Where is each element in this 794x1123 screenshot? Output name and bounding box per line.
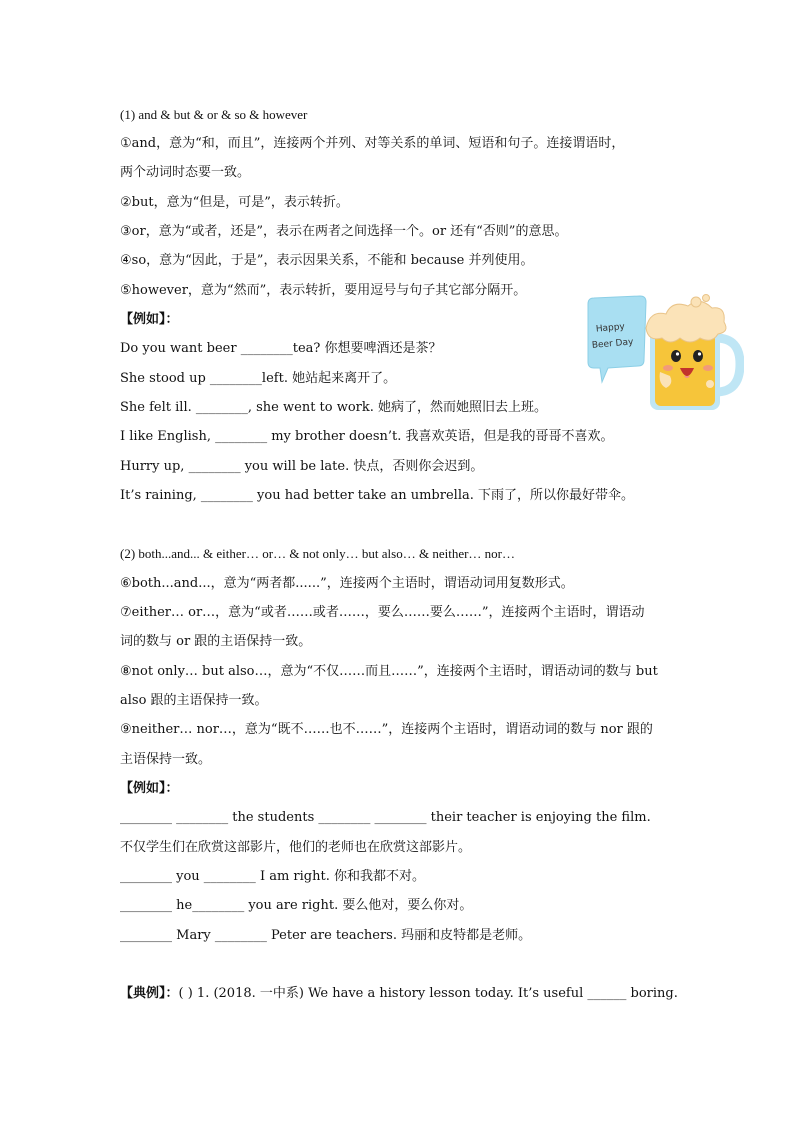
example-sentence: Do you want beer ________tea? 你想要啤酒还是茶？ xyxy=(120,341,442,356)
section2-heading: (2) both...and... & either… or… & not only… but also… & neither… nor… xyxy=(120,546,515,561)
example-label-1: 【例如】： xyxy=(120,312,179,327)
rule-neither-nor-line2: 主语保持一致。 xyxy=(120,752,212,767)
example-sentence: ________ you ________ I am right. 你和我都不对。 xyxy=(120,869,425,884)
example-sentence: ________ ________ the students ________ ________ their teacher is enjoying the film. xyxy=(120,810,651,825)
beer-mug-icon xyxy=(646,295,740,411)
happy-beer-day-sign xyxy=(588,296,646,382)
exercise-question: ( ) 1. (2018. 一中系) We have a history lesson today. It’s useful ______ boring. xyxy=(178,986,678,1001)
beer-mug-illustration xyxy=(584,292,744,417)
example-translation: 不仅学生们在欣赏这部影片，他们的老师也在欣赏这部影片。 xyxy=(120,840,472,855)
rule-either-or-line1: ⑦either… or…，意为“或者……或者……，要么……要么……”，连接两个主语时，谓语动 xyxy=(120,605,645,620)
rule-so: ④so，意为“因此，于是”，表示因果关系，不能和 because 并列使用。 xyxy=(120,253,534,268)
rule-both-and: ⑥both...and...，意为“两者都......”，连接两个主语时，谓语动词用复数形式。 xyxy=(120,576,574,591)
example-sentence: ________ Mary ________ Peter are teachers. 玛丽和皮特都是老师。 xyxy=(120,928,532,943)
rule-either-or-line2: 词的数与 or 跟的主语保持一致。 xyxy=(120,634,312,649)
example-sentence: Hurry up, ________ you will be late. 快点，否则你会迟到。 xyxy=(120,459,484,474)
example-sentence: I like English, ________ my brother doesn’t. 我喜欢英语，但是我的哥哥不喜欢。 xyxy=(120,429,614,444)
exercise-label: 【典例】： xyxy=(120,986,179,1001)
rule-and-line1: ①and，意为“和，而且”，连接两个并列、对等关系的单词、短语和句子。连接谓语时， xyxy=(120,136,625,151)
rule-not-only-line2: also 跟的主语保持一致。 xyxy=(120,693,268,708)
example-sentence: ________ he________ you are right. 要么他对，要么你对。 xyxy=(120,898,473,913)
example-sentence: She stood up ________left. 她站起来离开了。 xyxy=(120,371,397,386)
example-sentence: She felt ill. ________, she went to work. 她病了，然而她照旧去上班。 xyxy=(120,400,548,415)
rule-not-only-line1: ⑧not only… but also…，意为“不仅……而且……”，连接两个主语时，谓语动词的数与 but xyxy=(120,664,658,679)
rule-and-line2: 两个动词时态要一致。 xyxy=(120,165,251,180)
section1-heading: (1) and & but & or & so & however xyxy=(120,107,308,122)
rule-however: ⑤however，意为“然而”，表示转折，要用逗号与句子其它部分隔开。 xyxy=(120,283,527,298)
exercise-line xyxy=(120,985,678,1003)
rule-neither-nor-line1: ⑨neither… nor…，意为“既不……也不……”，连接两个主语时，谓语动词的数与 nor 跟的 xyxy=(120,722,653,737)
example-label-2: 【例如】： xyxy=(120,781,179,796)
rule-but: ②but，意为“但是，可是”，表示转折。 xyxy=(120,195,349,210)
example-sentence: It’s raining, ________ you had better take an umbrella. 下雨了，所以你最好带伞。 xyxy=(120,488,634,503)
sign-text-line2: Beer Day xyxy=(591,337,634,351)
sign-text-line1: Happy xyxy=(595,322,626,335)
rule-or: ③or，意为“或者，还是”，表示在两者之间选择一个。or 还有“否则”的意思。 xyxy=(120,224,568,239)
